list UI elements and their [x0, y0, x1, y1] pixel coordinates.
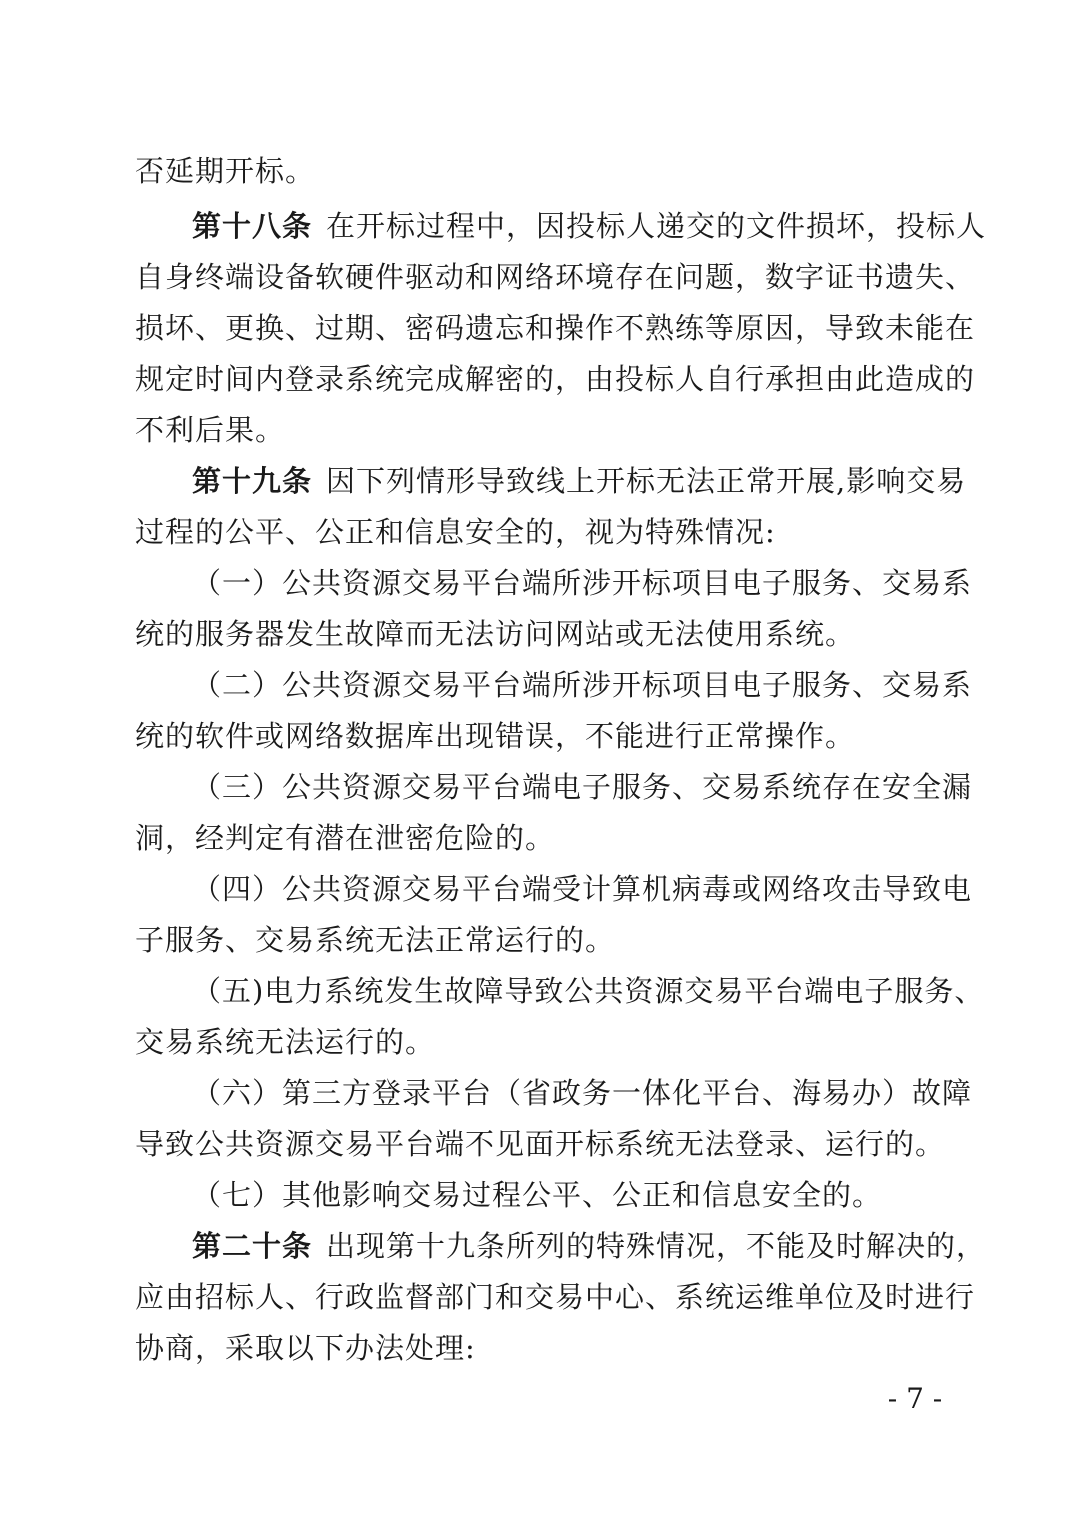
text-line: 子服务、交易系统无法正常运行的。 [135, 923, 616, 957]
list-item-line: （二）公共资源交易平台端所涉开标项目电子服务、交易系 [192, 668, 973, 702]
text-line: 损坏、更换、过期、密码遗忘和操作不熟练等原因，导致未能在 [135, 311, 976, 345]
list-item-line: （五)电力系统发生故障导致公共资源交易平台端电子服务、 [192, 974, 985, 1008]
list-item-line: （七）其他影响交易过程公平、公正和信息安全的。 [192, 1178, 883, 1212]
text-line: 洞，经判定有潜在泄密危险的。 [135, 821, 556, 855]
article-heading: 第十八条 [192, 209, 313, 243]
page-number: - 7 - [887, 1382, 943, 1415]
article-heading: 第二十条 [192, 1229, 313, 1263]
article-19-line: 第十九条 因下列情形导致线上开标无法正常开展,影响交易 [192, 464, 967, 498]
text-line: 统的服务器发生故障而无法访问网站或无法使用系统。 [135, 617, 856, 651]
text-line: 否延期开标。 [135, 154, 316, 188]
text-line: 不利后果。 [135, 413, 286, 447]
text-line: 规定时间内登录系统完成解密的，由投标人自行承担由此造成的 [135, 362, 976, 396]
list-item-line: （三）公共资源交易平台端电子服务、交易系统存在安全漏 [192, 770, 973, 804]
text-line: 统的软件或网络数据库出现错误，不能进行正常操作。 [135, 719, 856, 753]
article-heading: 第十九条 [192, 464, 313, 498]
list-item-line: （四）公共资源交易平台端受计算机病毒或网络攻击导致电 [192, 872, 973, 906]
article-18-line: 第十八条 在开标过程中，因投标人递交的文件损坏，投标人 [192, 209, 987, 243]
text-line: 过程的公平、公正和信息安全的，视为特殊情况: [135, 515, 776, 549]
list-item-line: （六）第三方登录平台（省政务一体化平台、海易办）故障 [192, 1076, 973, 1110]
text-line: 应由招标人、行政监督部门和交易中心、系统运维单位及时进行 [135, 1280, 976, 1314]
text-line: 自身终端设备软硬件驱动和网络环境存在问题，数字证书遗失、 [135, 260, 976, 294]
article-20-line: 第二十条 出现第十九条所列的特殊情况，不能及时解决的， [192, 1229, 987, 1263]
list-item-line: （一）公共资源交易平台端所涉开标项目电子服务、交易系 [192, 566, 973, 600]
text-line: 协商，采取以下办法处理: [135, 1331, 476, 1365]
text-line: 导致公共资源交易平台端不见面开标系统无法登录、运行的。 [135, 1127, 946, 1161]
text-line: 交易系统无法运行的。 [135, 1025, 436, 1059]
